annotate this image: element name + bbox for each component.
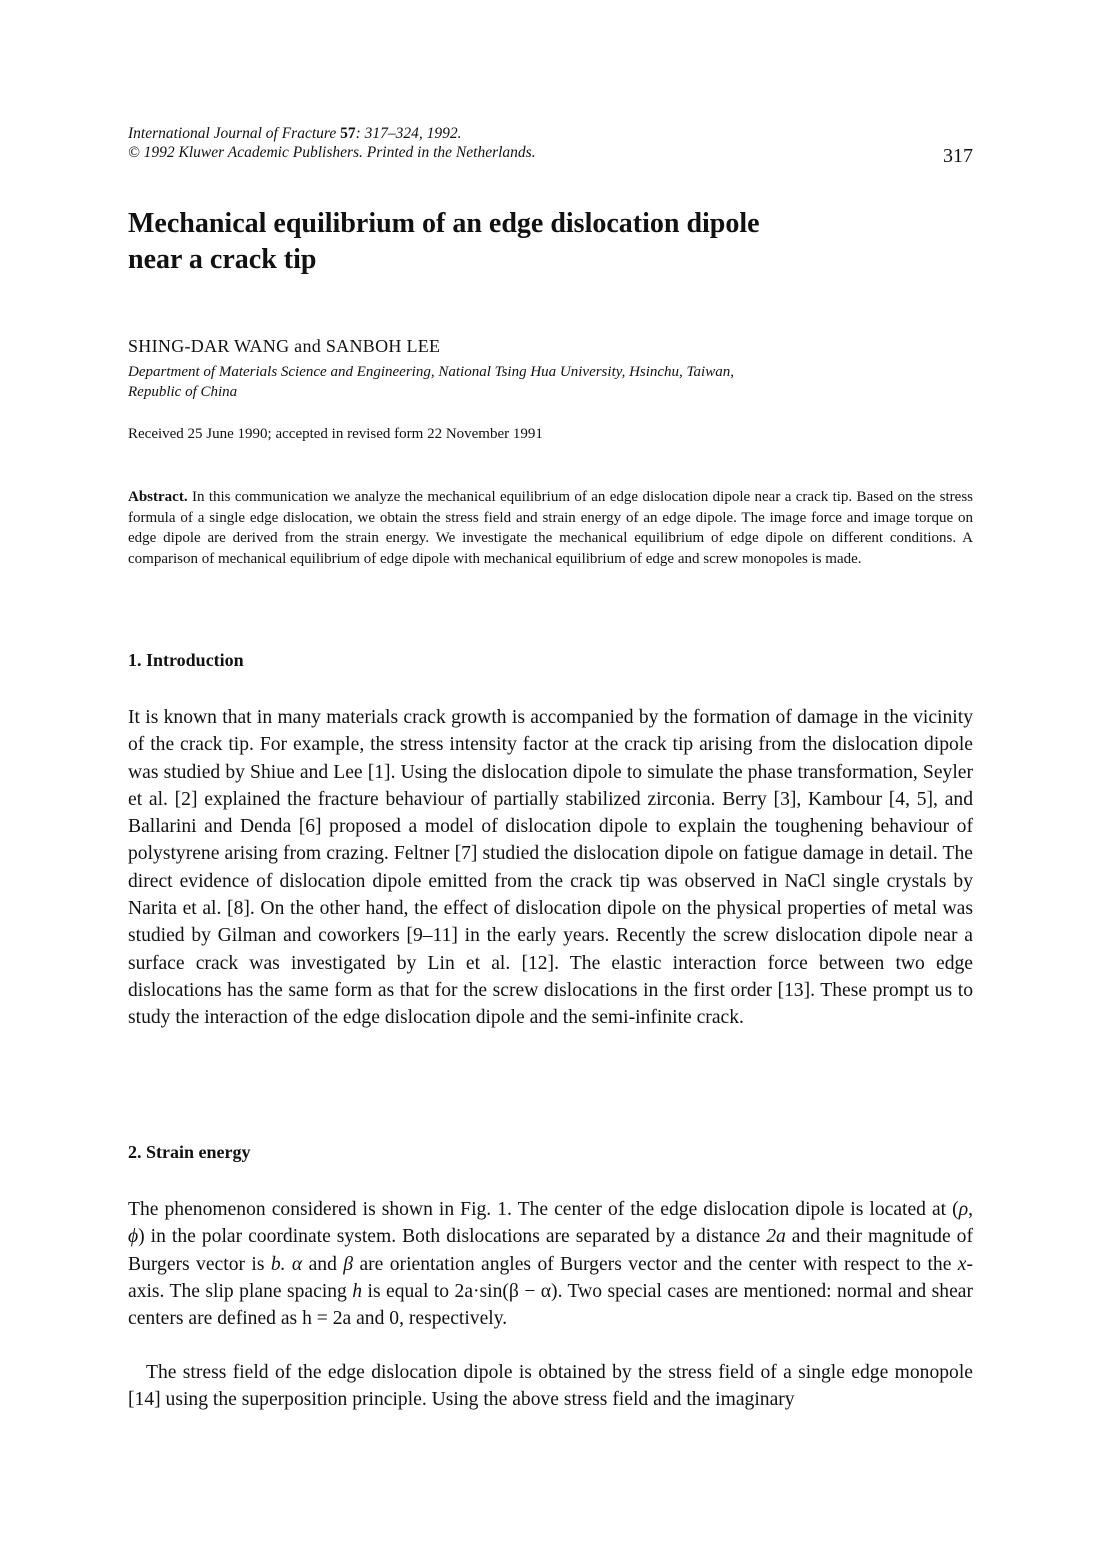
paper-title: Mechanical equilibrium of an edge dislocation dipole near a crack tip [128, 208, 760, 275]
slip-plane-formula: 2a·sin(β − α). [454, 1280, 563, 1302]
page-number: 317 [943, 145, 973, 167]
affiliation: Department of Materials Science and Engineering, National Tsing Hua University, Hsinchu, Taiwan, Republic of China [128, 364, 734, 400]
strain-energy-paragraph-2: The stress field of the edge dislocation dipole is obtained by the stress field of a single edge monopole [14] using the superposition principle. Using the above stress field and the imaginary [128, 1362, 973, 1411]
section-heading-strain-energy: 2. Strain energy [128, 1142, 251, 1162]
journal-citation: International Journal of Fracture 57: 317–324, 1992. [128, 125, 462, 142]
introduction-paragraph: It is known that in many materials crack growth is accompanied by the formation of damage in the vicinity of the crack tip. For example, the stress intensity factor at the crack tip arising from the dislocation dipole was studied by Shiue and Lee [1]. Using the dislocation dipole to simulate the phase transformation, Seyler et al. [2] explained the fracture behaviour of partially stabilized zirconia. Berry [3], Kambour [4, 5], and Ballarini and Denda [6] proposed a model of dislocation dipole to explain the toughening behaviour of polystyrene arising from crazing. Feltner [7] studied the dislocation dipole on fatigue damage in detail. The direct evidence of dislocation dipole emitted from the crack tip was observed in NaCl single crystals by Narita et al. [8]. On the other hand, the effect of dislocation dipole on the physical properties of metal was studied by Gilman and coworkers [9–11] in the early years. Recently the screw dislocation dipole near a surface crack was investigated by Lin et al. [12]. The elastic interaction force between two edge dislocations has the same form as that for the screw dislocations in the first order [13]. These prompt us to study the interaction of the edge dislocation dipole and the semi-infinite crack. [128, 707, 973, 1029]
copyright-line: © 1992 Kluwer Academic Publishers. Printed in the Netherlands. [128, 144, 536, 161]
journal-header [128, 124, 973, 162]
strain-energy-paragraph-1: The phenomenon considered is shown in Fig. 1. The center of the edge dislocation dipole is located at (ρ, ϕ) in the polar coordinate system. Both dislocations are separated by a distance 2a and their magnitude of Burgers vector is b. α and β are orientation angles of Burgers vector and the center with respect to the x-axis. The slip plane spacing h is equal to 2a·sin(β − α). Two special cases are mentioned: normal and shear centers are defined as h = 2a and 0, respectively. [128, 1199, 974, 1330]
section-heading-introduction: 1. Introduction [128, 650, 244, 670]
abstract-label: Abstract. [128, 489, 188, 505]
abstract [128, 487, 973, 569]
authors: SHING-DAR WANG and SANBOH LEE [128, 336, 441, 356]
abstract-text: In this communication we analyze the mechanical equilibrium of an edge dislocation dipole near a crack tip. Based on the stress formula of a single edge dislocation, we obtain the stress field and strain energy of an edge dipole. The image force and image torque on edge dipole are derived from the strain energy. We investigate the mechanical equilibrium of edge dipole on different conditions. A comparison of mechanical equilibrium of edge dipole with mechanical equilibrium of edge and screw monopoles is made. [128, 489, 974, 567]
received-date: Received 25 June 1990; accepted in revised form 22 November 1991 [128, 426, 543, 442]
